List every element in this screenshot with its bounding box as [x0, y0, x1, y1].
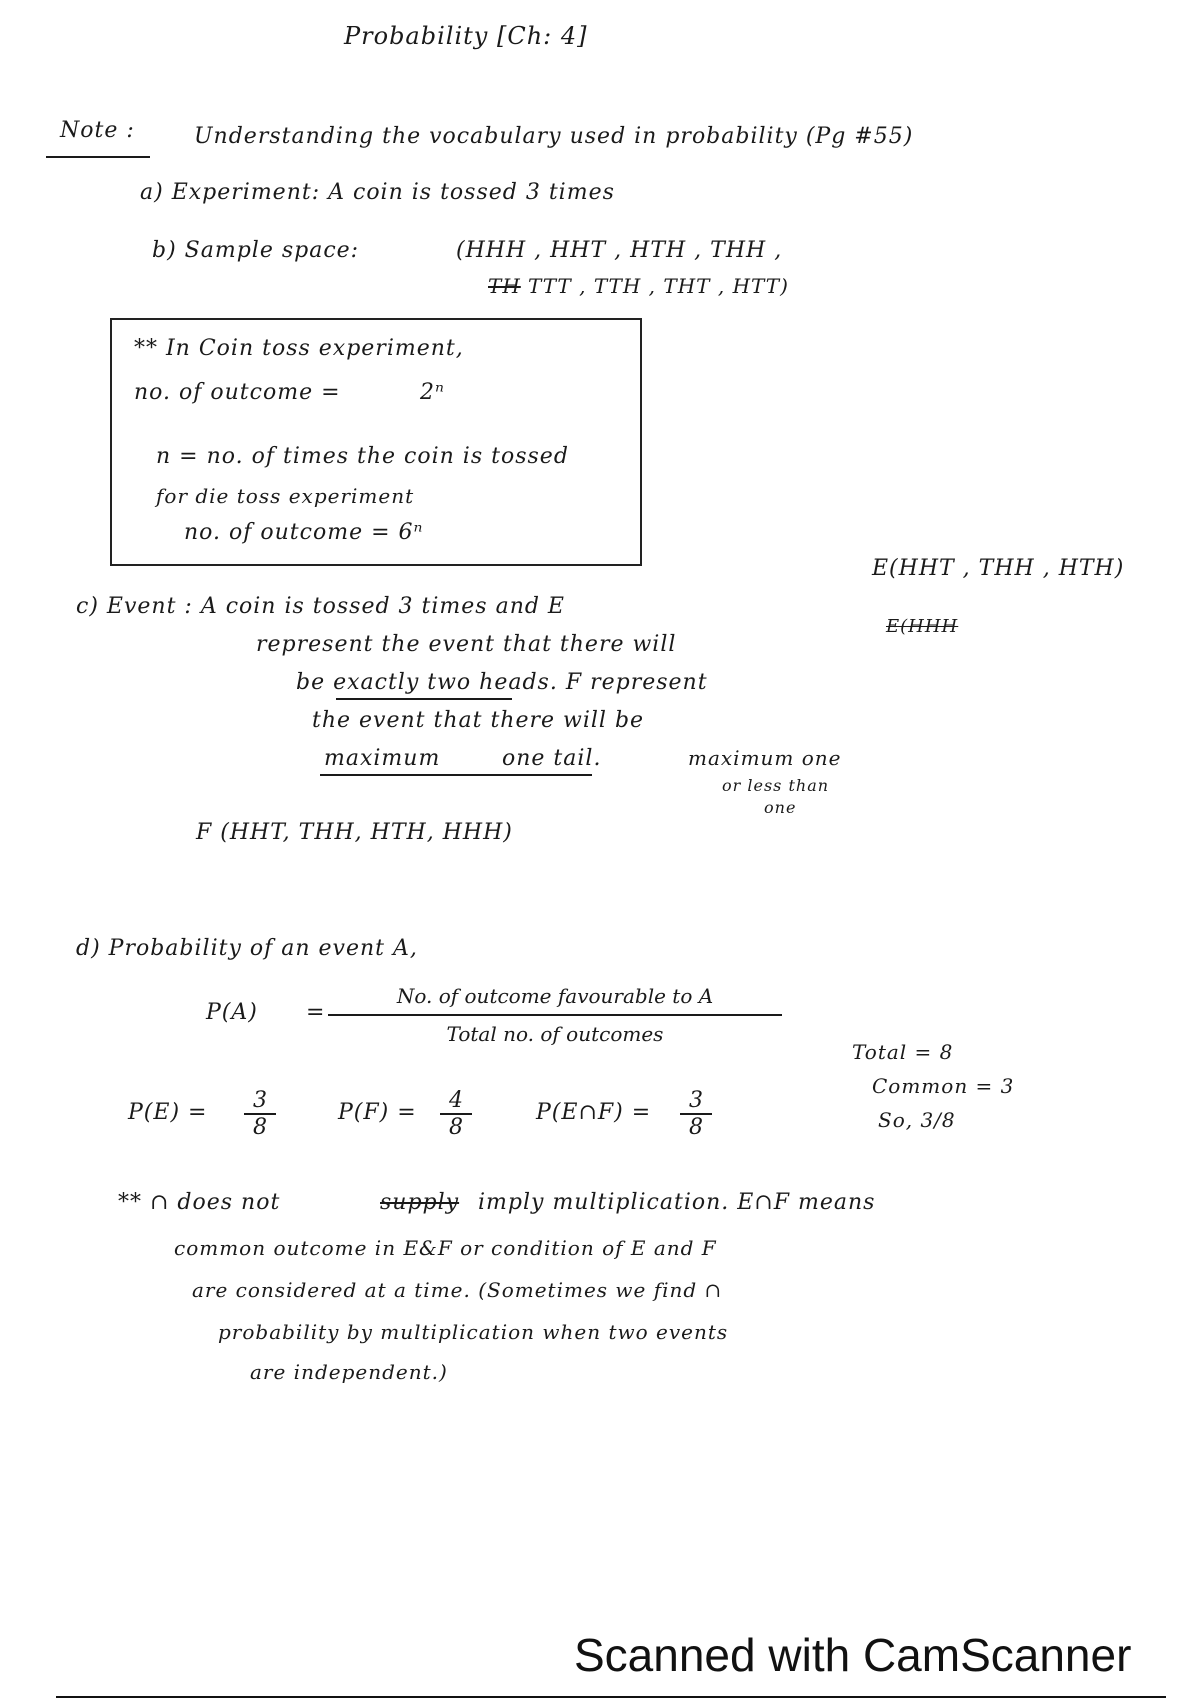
remark-line1-a: ** ∩ does not	[118, 1190, 281, 1215]
pef-numerator: 3	[689, 1088, 703, 1113]
pe-label: P(E) =	[128, 1100, 208, 1125]
event-line4: the event that there will be	[312, 708, 645, 733]
event-f-set: F (HHT, THH, HTH, HHH)	[196, 820, 513, 845]
sample-space-struck: TH	[488, 274, 521, 298]
box-line-die-toss: for die toss experiment	[156, 484, 415, 508]
pa-equals: =	[306, 1000, 326, 1025]
box-line-coin-toss: ** In Coin toss experiment,	[134, 336, 464, 361]
exactly-two-underline	[336, 698, 512, 700]
event-line3: be exactly two heads. F represent	[296, 670, 708, 695]
probability-heading: d) Probability of an event A,	[76, 936, 418, 961]
page-title: Probability [Ch: 4]	[344, 22, 588, 50]
event-e-set: E(HHT , THH , HTH)	[872, 556, 1125, 581]
pa-fraction	[328, 984, 782, 1046]
remark-line1-b: imply multiplication. E∩F means	[478, 1190, 876, 1215]
box-line-die-outcome: no. of outcome = 6ⁿ	[184, 520, 424, 545]
note-label: Note :	[60, 118, 135, 143]
aside-or-less-than: or less than	[722, 776, 830, 795]
box-line-n-definition: n = no. of times the coin is tossed	[156, 444, 569, 469]
side-common: Common = 3	[872, 1074, 1015, 1098]
box-line-outcome-label: no. of outcome =	[134, 380, 341, 405]
remark-line4: probability by multiplication when two events	[218, 1320, 729, 1344]
pe-fraction	[244, 1088, 276, 1140]
event-line5-tail: one tail.	[502, 746, 602, 771]
remark-line3: are considered at a time. (Sometimes we find ∩	[192, 1278, 723, 1302]
aside-maximum-one: maximum one	[688, 746, 842, 770]
side-total: Total = 8	[852, 1040, 954, 1064]
event-e-struck: E(HHH	[886, 616, 959, 637]
note-text: Understanding the vocabulary used in probability (Pg #55)	[194, 124, 914, 149]
event-line1: c) Event : A coin is tossed 3 times and E	[76, 594, 565, 619]
pe-denominator: 8	[253, 1115, 267, 1140]
footer-rule	[56, 1696, 1166, 1698]
side-so: So, 3/8	[878, 1108, 956, 1132]
pa-denominator: Total no. of outcomes	[446, 1022, 664, 1046]
pf-numerator: 4	[449, 1088, 463, 1113]
pa-numerator: No. of outcome favourable to A	[396, 984, 714, 1008]
sample-space-line2: TTT , TTH , THT , HTT)	[528, 274, 789, 298]
pe-numerator: 3	[253, 1088, 267, 1113]
note-underline	[46, 156, 150, 158]
box-line-outcome-value: 2ⁿ	[420, 380, 445, 405]
aside-one: one	[764, 798, 797, 817]
pef-denominator: 8	[689, 1115, 703, 1140]
camscanner-watermark: Scanned with CamScanner	[574, 1629, 1132, 1681]
maximum-one-tail-underline	[320, 774, 592, 776]
pf-label: P(F) =	[338, 1100, 417, 1125]
pf-denominator: 8	[449, 1115, 463, 1140]
section-a-experiment: a) Experiment: A coin is tossed 3 times	[140, 180, 615, 205]
pef-fraction	[680, 1088, 712, 1140]
pa-fraction-bar	[328, 1014, 782, 1016]
remark-line1-struck: supply	[380, 1190, 460, 1215]
sample-space-line1: (HHH , HHT , HTH , THH ,	[456, 238, 783, 263]
section-b-label: b) Sample space:	[152, 238, 360, 263]
remark-line5: are independent.)	[250, 1360, 448, 1384]
pef-label: P(E∩F) =	[536, 1100, 652, 1125]
pf-fraction	[440, 1088, 472, 1140]
event-line2: represent the event that there will	[256, 632, 677, 657]
event-line5-maximum: maximum	[324, 746, 441, 771]
pa-label: P(A)	[206, 1000, 258, 1025]
remark-line2: common outcome in E&F or condition of E and F	[174, 1236, 717, 1260]
